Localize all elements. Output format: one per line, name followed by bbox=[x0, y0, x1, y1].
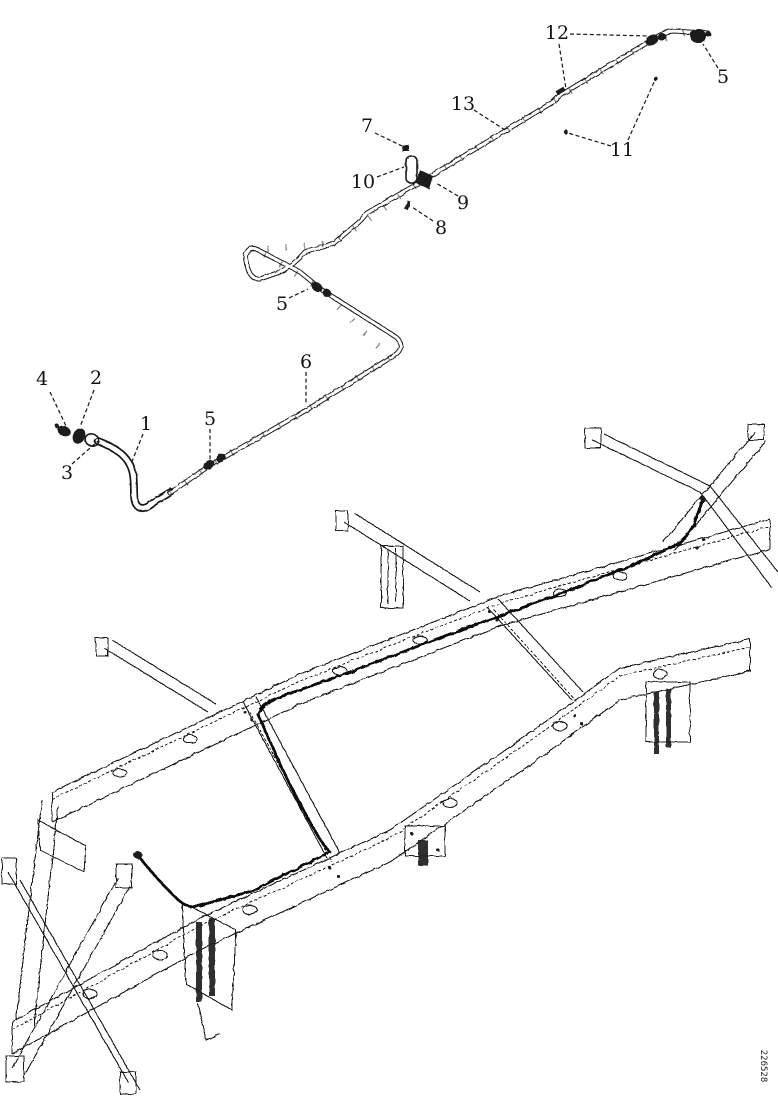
crossmember-mid-edge-2 bbox=[256, 697, 340, 853]
cab-mount-plate-ribs bbox=[388, 548, 396, 604]
crossmember-mid-edge-1 bbox=[243, 702, 327, 858]
stud-marker-2 bbox=[564, 130, 568, 134]
rear-coupling-ferrule bbox=[658, 33, 666, 41]
callout-label-12: 12 bbox=[544, 22, 570, 44]
callout-1-leader bbox=[131, 434, 143, 464]
outrigger-1-edge-1 bbox=[104, 648, 208, 712]
front-plate-1 bbox=[2, 858, 16, 884]
rear-x-end-plate-1 bbox=[585, 428, 601, 448]
tube-coupling-mid bbox=[310, 280, 334, 299]
callout-12-leader-2 bbox=[559, 44, 566, 89]
callout-label-3: 3 bbox=[60, 462, 74, 484]
callout-4-leader bbox=[50, 392, 67, 428]
frame-rail-far-lightening-holes bbox=[113, 572, 627, 777]
tube-clip-assembly bbox=[402, 145, 433, 210]
clip-base-wedge bbox=[416, 170, 433, 189]
callout-label-5: 5 bbox=[203, 408, 217, 430]
front-brace-a1 bbox=[8, 872, 128, 1082]
mid-bracket-bar bbox=[418, 840, 428, 866]
front-plate-3 bbox=[6, 1056, 24, 1082]
frame-rail-far-rivets bbox=[243, 538, 705, 721]
frame-rail-near bbox=[12, 639, 750, 1054]
callout-label-2: 2 bbox=[89, 367, 103, 389]
frame-rail-near-lightening-holes bbox=[83, 670, 667, 999]
callout-5-leader bbox=[703, 44, 718, 68]
frame-rail-far-bottom-edge bbox=[52, 549, 770, 822]
callout-13-leader bbox=[474, 110, 505, 130]
figure-number: 226528 bbox=[758, 1049, 768, 1083]
callout-label-13: 13 bbox=[450, 93, 476, 115]
spring-shackle-link bbox=[198, 1004, 220, 1040]
callout-8-leader bbox=[412, 207, 433, 221]
clip-lower-stud bbox=[404, 201, 410, 211]
callout-7-leader bbox=[375, 133, 402, 146]
rear-x-band-a2 bbox=[604, 434, 778, 572]
outrigger-2-edge-2 bbox=[354, 513, 480, 592]
outrigger-1-end-plate bbox=[96, 638, 108, 656]
rear-x-band-a1 bbox=[592, 440, 772, 588]
engine-mount-bracket bbox=[38, 820, 86, 872]
frame-rail-far bbox=[38, 519, 770, 872]
callout-label-10: 10 bbox=[350, 171, 376, 193]
callout-label-8: 8 bbox=[434, 217, 448, 239]
front-plate-4 bbox=[120, 1072, 136, 1094]
callout-layer bbox=[36, 22, 729, 484]
callout-9-leader bbox=[436, 183, 458, 196]
frame-rail-near-rivets bbox=[328, 714, 583, 877]
outrigger-arm-2 bbox=[336, 511, 480, 608]
spring-shackle-bar-1 bbox=[196, 922, 202, 1002]
clip-bolt-head bbox=[402, 145, 409, 151]
frame-fuel-line-rear-fitting bbox=[700, 496, 706, 502]
callout-12-leader bbox=[570, 34, 649, 36]
outrigger-1-edge-2 bbox=[112, 640, 216, 704]
callout-3-leader bbox=[72, 441, 98, 464]
callout-label-1: 1 bbox=[139, 413, 153, 435]
frame-fuel-line-front-fitting bbox=[134, 852, 143, 859]
fuel-tube-core bbox=[170, 31, 708, 493]
callout-label-7: 7 bbox=[360, 115, 374, 137]
fuel-hose-core bbox=[98, 441, 171, 508]
tube-clip-loop bbox=[406, 156, 417, 183]
front-crossmember bbox=[2, 800, 140, 1094]
callout-label-6: 6 bbox=[299, 351, 313, 373]
rear-end-stub bbox=[705, 32, 711, 37]
callout-11-leader-2 bbox=[568, 133, 611, 146]
frame-rail-near-flange-line bbox=[12, 647, 750, 1030]
hose-end-stud bbox=[55, 424, 59, 428]
outrigger-2-edge-1 bbox=[344, 522, 470, 601]
frame-rail-far-top-edge bbox=[52, 519, 770, 792]
spring-hanger-front bbox=[182, 902, 236, 1040]
callout-label-9: 9 bbox=[456, 192, 470, 214]
frame-rail-far-flange-line bbox=[52, 526, 770, 799]
frame-rail-near-bottom-edge bbox=[12, 671, 750, 1054]
spring-shackle-bar-2 bbox=[209, 918, 215, 996]
shock-bracket-bar-1 bbox=[654, 692, 659, 754]
chassis-frame bbox=[2, 424, 778, 1094]
shock-bracket-bar-2 bbox=[666, 688, 671, 748]
mid-bracket bbox=[405, 826, 445, 866]
fuel-line-assembly bbox=[55, 29, 711, 508]
rear-end-nut bbox=[690, 29, 706, 43]
outrigger-arm-1 bbox=[96, 638, 216, 712]
hose-clamp-band bbox=[70, 426, 87, 445]
callout-10-leader bbox=[377, 167, 404, 177]
callout-5-leader bbox=[289, 289, 308, 298]
callout-label-11: 11 bbox=[609, 139, 635, 161]
crossmember-center-edge-1 bbox=[487, 607, 572, 700]
callout-label-4: 4 bbox=[35, 368, 49, 390]
callout-11-leader bbox=[628, 80, 655, 140]
crossmember-mid bbox=[243, 697, 340, 862]
callout-2-leader bbox=[80, 390, 94, 427]
stud-marker-1 bbox=[654, 77, 658, 81]
front-plate-2 bbox=[116, 864, 132, 888]
cab-mount-plate bbox=[381, 546, 403, 608]
frame-rail-near-top-edge bbox=[12, 639, 750, 1022]
callout-label-5: 5 bbox=[275, 293, 289, 315]
fuel-tube-outline bbox=[170, 31, 708, 493]
outrigger-2-end-plate bbox=[336, 511, 348, 531]
callout-label-5: 5 bbox=[716, 66, 730, 88]
